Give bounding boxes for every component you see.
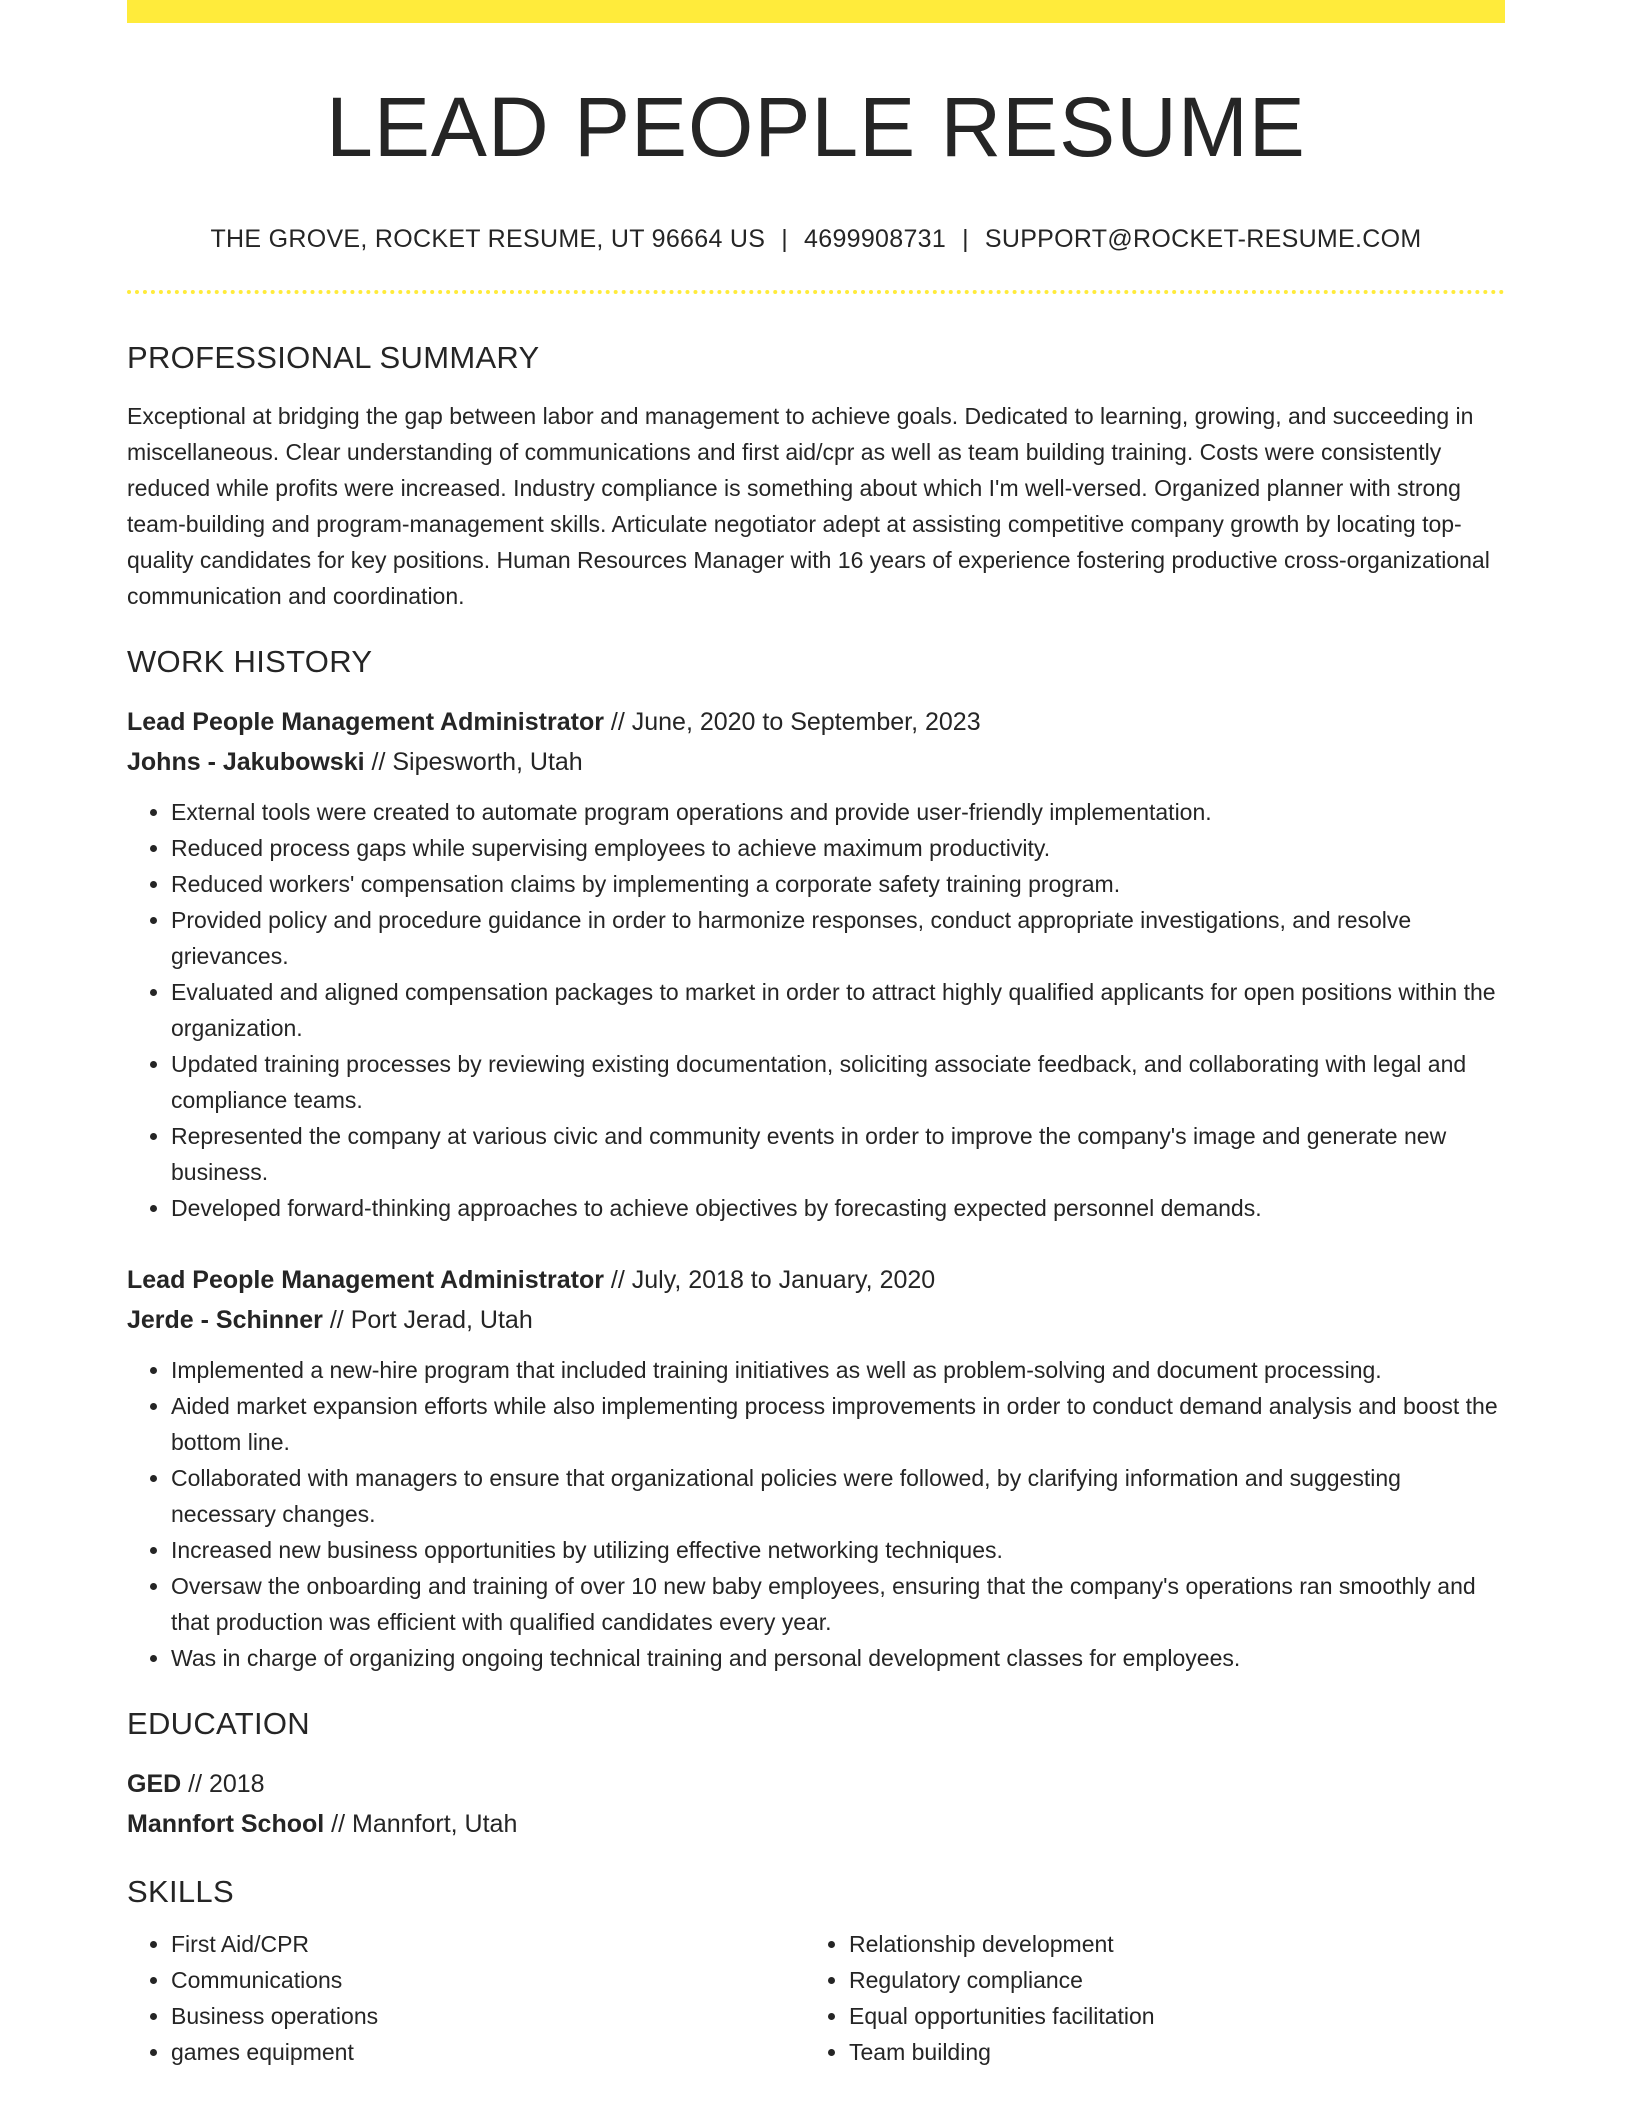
education-entry xyxy=(127,1764,1505,1844)
skill-item: • Equal opportunities facilitation xyxy=(849,1998,1483,2034)
job-title: Lead People Management Administrator xyxy=(127,708,604,737)
job-bullets xyxy=(127,1352,1505,1676)
skill-item: • Regulatory compliance xyxy=(849,1962,1483,1998)
skills-list-left xyxy=(127,1926,805,2070)
contact-separator: | xyxy=(962,225,969,254)
list-item: • External tools were created to automate program operations and provide user-friendly implementation. xyxy=(171,794,1505,830)
contact-line xyxy=(127,225,1505,254)
summary-text: Exceptional at bridging the gap between labor and management to achieve goals. Dedicated to learning, growing, and succeeding in miscellaneous. Clear understanding of communications and first aid/cpr as well as team building training. Costs were consistently reduced while profits were increased. Industry compliance is something about which I'm well-versed. Organized planner with strong team-building and program-management skills. Articulate negotiator adept at assisting competitive company growth by locating top-quality candidates for key positions. Human Resources Manager with 16 years of experience fostering productive cross-organizational communication and coordination. xyxy=(127,403,1490,610)
contact-address: THE GROVE, ROCKET RESUME, UT 96664 US xyxy=(210,225,766,254)
education-location: // Mannfort, Utah xyxy=(324,1810,518,1839)
contact-email: SUPPORT@ROCKET-RESUME.COM xyxy=(984,225,1422,254)
skill-item: • Team building xyxy=(849,2034,1483,2070)
job-bullets xyxy=(127,794,1505,1226)
list-item: • Represented the company at various civic and community events in order to improve the company's image and generate new business. xyxy=(171,1118,1505,1190)
job-entry xyxy=(127,702,1505,1226)
job-title-line xyxy=(127,1260,1505,1300)
dotted-divider xyxy=(127,290,1505,294)
skills-grid xyxy=(127,1926,1505,2070)
education-degree-line xyxy=(127,1764,1505,1804)
skill-item: • First Aid/CPR xyxy=(171,1926,805,1962)
skill-item: • Business operations xyxy=(171,1998,805,2034)
list-item: • Implemented a new-hire program that included training initiatives as well as problem-solving and document processing. xyxy=(171,1352,1505,1388)
skill-item: • Relationship development xyxy=(849,1926,1483,1962)
job-company-line xyxy=(127,742,1505,782)
skills-heading: SKILLS xyxy=(127,1874,234,1910)
job-entry xyxy=(127,1260,1505,1676)
skills-list-right xyxy=(805,1926,1483,2070)
list-item: • Reduced workers' compensation claims by implementing a corporate safety training program. xyxy=(171,866,1505,902)
list-item: • Aided market expansion efforts while also implementing process improvements in order to conduct demand analysis and boost the bottom line. xyxy=(171,1388,1505,1460)
contact-separator: | xyxy=(781,225,789,254)
resume-title: LEAD PEOPLE RESUME xyxy=(326,80,1306,174)
skill-item: • games equipment xyxy=(171,2034,805,2070)
job-title-line xyxy=(127,702,1505,742)
job-title: Lead People Management Administrator xyxy=(127,1266,604,1295)
accent-bar xyxy=(127,0,1505,23)
job-company: Johns - Jakubowski xyxy=(127,748,365,777)
job-company: Jerde - Schinner xyxy=(127,1306,323,1335)
education-year: // 2018 xyxy=(181,1770,265,1799)
summary-heading: PROFESSIONAL SUMMARY xyxy=(127,340,540,376)
list-item: • Updated training processes by reviewing existing documentation, soliciting associate feedback, and collaborating with legal and compliance teams. xyxy=(171,1046,1505,1118)
list-item: • Reduced process gaps while supervising employees to achieve maximum productivity. xyxy=(171,830,1505,866)
job-company-line xyxy=(127,1300,1505,1340)
job-dates: // June, 2020 to September, 2023 xyxy=(603,708,981,737)
job-location: // Port Jerad, Utah xyxy=(322,1306,533,1335)
education-heading: EDUCATION xyxy=(127,1706,310,1742)
list-item: • Evaluated and aligned compensation packages to market in order to attract highly qualified applicants for open positions within the organization. xyxy=(171,974,1505,1046)
skill-item: • Communications xyxy=(171,1962,805,1998)
education-school-line xyxy=(127,1804,1505,1844)
resume-page xyxy=(127,0,1505,2070)
contact-phone: 4699908731 xyxy=(804,225,947,254)
list-item: • Increased new business opportunities by utilizing effective networking techniques. xyxy=(171,1532,1505,1568)
job-location: // Sipesworth, Utah xyxy=(364,748,583,777)
job-dates: // July, 2018 to January, 2020 xyxy=(603,1266,936,1295)
work-history-heading: WORK HISTORY xyxy=(127,644,373,680)
list-item: • Oversaw the onboarding and training of over 10 new baby employees, ensuring that the company's operations ran smoothly and that production was efficient with qualified candidates every year. xyxy=(171,1568,1505,1640)
list-item: • Was in charge of organizing ongoing technical training and personal development classes for employees. xyxy=(171,1640,1505,1676)
list-item: • Developed forward-thinking approaches to achieve objectives by forecasting expected personnel demands. xyxy=(171,1190,1505,1226)
list-item: • Collaborated with managers to ensure that organizational policies were followed, by clarifying information and suggesting necessary changes. xyxy=(171,1460,1505,1532)
list-item: • Provided policy and procedure guidance in order to harmonize responses, conduct appropriate investigations, and resolve grievances. xyxy=(171,902,1505,974)
education-school: Mannfort School xyxy=(127,1810,325,1839)
education-degree: GED xyxy=(127,1770,182,1799)
